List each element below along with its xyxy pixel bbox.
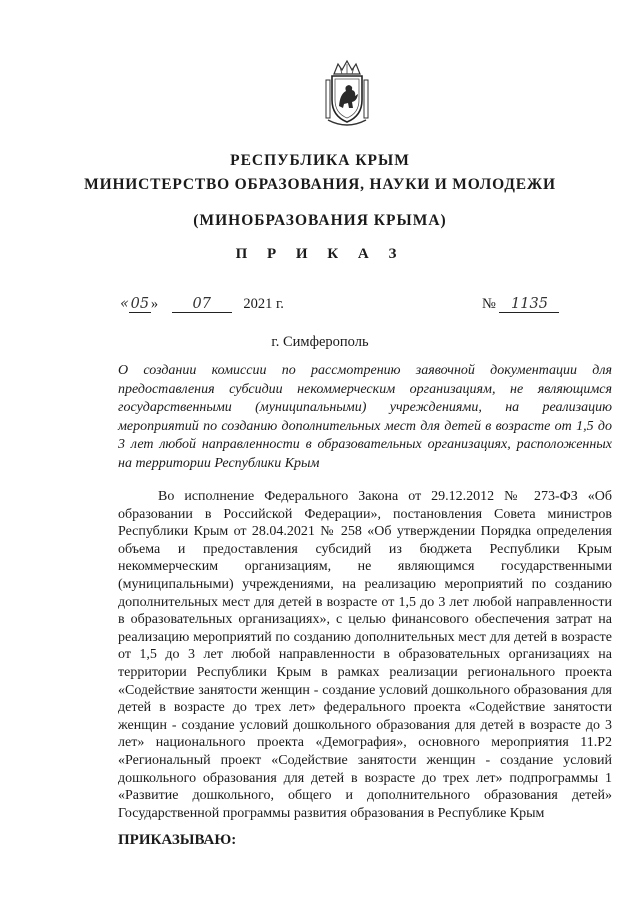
city: г. Симферополь [271, 334, 369, 350]
number-value: 1135 [499, 296, 559, 313]
number-label: № [482, 296, 496, 312]
order-date [120, 296, 284, 313]
order-number [482, 296, 559, 313]
ministry-short-name: (МИНОБРАЗОВАНИЯ КРЫМА) [193, 212, 447, 229]
date-year: 2021 г. [243, 296, 284, 312]
crimea-emblem-icon [322, 58, 372, 128]
republic-heading: РЕСПУБЛИКА КРЫМ [230, 152, 410, 169]
date-close-quote: » [150, 296, 159, 312]
date-month: 07 [172, 296, 232, 313]
document-type: П Р И К А З [235, 246, 405, 262]
order-title: О создании комиссии по рассмотрению заявочной документации для предоставления субсидии некоммерческим организациям, не являющимся государственными (муниципальными) учреждениями, на реализацию мероприятий по созданию дополнительных мест для детей в возрасте от 1,5 до 3 лет любой направленности в образовательных организациях, расположенных на территории Республики Крым [118, 363, 612, 471]
date-open-quote: « [120, 296, 129, 312]
date-day: 05 [130, 296, 150, 312]
order-body: Во исполнение Федерального Закона от 29.12.2012 № 273-ФЗ «Об образовании в Российской Федерации», постановления Совета министров Республики Крым от 28.04.2021 № 258 «Об утверждении Порядка определения объема и предоставления субсидий из бюджета Республики Крым некоммерческим организациям, не являющимся государственными (муниципальными) учреждениями, на реализацию мероприятий по созданию дополнительных мест для детей в возрасте от 1,5 до 3 лет любой направленности в образовательных организациях», с целью финансового обеспечения затрат на реализацию мероприятий по созданию дополнительных мест для детей в возрасте от 1,5 до 3 лет любой направленности в образовательных организациях на территории Республики Крым в рамках реализации регионального проекта «Содействие занятости женщин - создание условий дошкольного образования для детей в возрасте до трех лет» федерального проекта «Содействие занятости женщин - создание условий дошкольного образования для детей в возрасте до 3 лет» национального проекта «Демография», основного мероприятия 11.Р2 «Региональный проект «Содействие занятости женщин - создание условий дошкольного образования для детей в возрасте до трех лет» подпрограммы 1 «Развитие дошкольного, общего и дополнительного образования детей» Государственной программы развития образования в Республике Крым [118, 489, 612, 821]
ministry-heading: МИНИСТЕРСТВО ОБРАЗОВАНИЯ, НАУКИ И МОЛОДЕЖИ [84, 176, 556, 193]
order-word: ПРИКАЗЫВАЮ: [118, 832, 237, 848]
